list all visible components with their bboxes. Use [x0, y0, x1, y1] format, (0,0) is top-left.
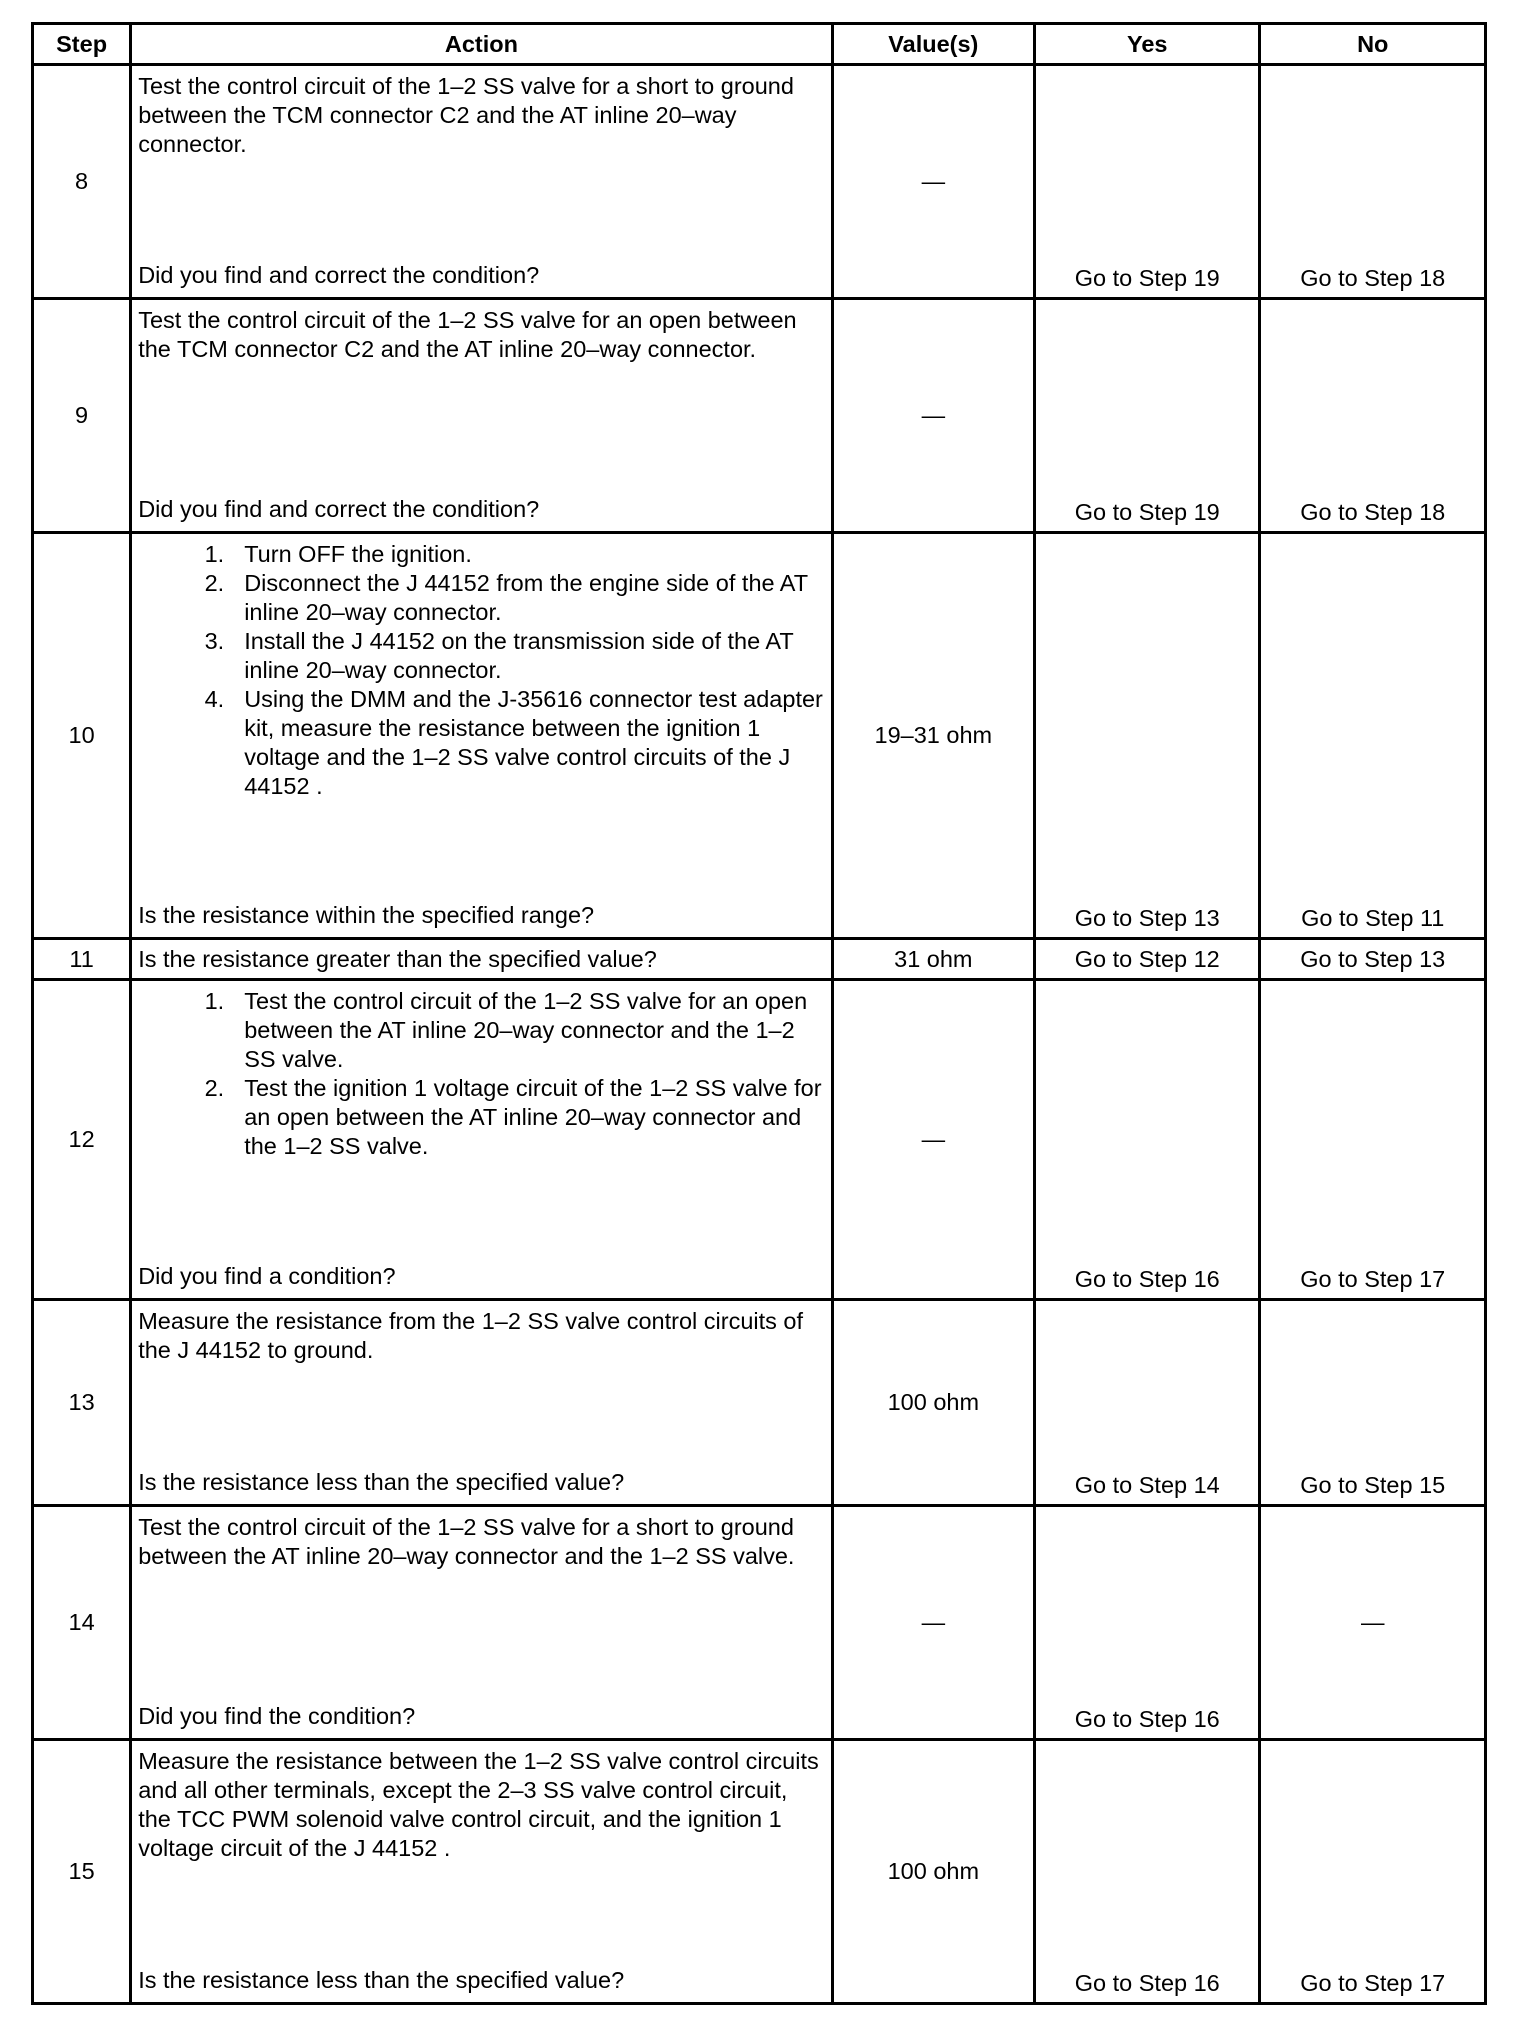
- value-cell: —: [832, 1506, 1034, 1740]
- action-cell: [131, 1740, 832, 2004]
- action-cell: [131, 533, 832, 939]
- list-item: 4. Using the DMM and the J-35616 connector test adapter kit, measure the resistance between the ignition 1 voltage and the 1–2 SS valve control circuits of the J 44152 .: [204, 686, 823, 799]
- action-text: Test the control circuit of the 1–2 SS valve for a short to ground between the AT inline 20–way connector and the 1–2 SS valve.: [138, 1514, 795, 1569]
- header-yes: Yes: [1035, 24, 1260, 65]
- table-row: [33, 1740, 1486, 2004]
- yes-cell: Go to Step 19: [1035, 299, 1260, 533]
- action-steps: [138, 987, 824, 1161]
- no-cell: Go to Step 17: [1260, 1740, 1486, 2004]
- step-number: 12: [33, 980, 131, 1300]
- action-question: Is the resistance less than the specified value?: [138, 1967, 625, 1993]
- action-question: Did you find a condition?: [138, 1263, 396, 1289]
- action-question: Did you find and correct the condition?: [138, 262, 540, 288]
- list-item: 1. Turn OFF the ignition.: [204, 541, 472, 567]
- action-question: Is the resistance less than the specified value?: [138, 1469, 625, 1495]
- action-cell: [131, 1300, 832, 1506]
- action-text: Test the control circuit of the 1–2 SS valve for an open between the TCM connector C2 and the AT inline 20–way connector.: [138, 307, 797, 362]
- list-item: 3. Install the J 44152 on the transmission side of the AT inline 20–way connector.: [204, 628, 794, 683]
- action-question: Is the resistance greater than the specified value?: [138, 945, 657, 972]
- action-text: Measure the resistance between the 1–2 SS valve control circuits and all other terminals, except the 2–3 SS valve control circuit, the TCC PWM solenoid valve control circuit, and the ignition 1 voltage circuit of the J 44152 .: [138, 1748, 819, 1861]
- list-item: 2. Disconnect the J 44152 from the engine side of the AT inline 20–way connector.: [204, 570, 808, 625]
- no-cell: Go to Step 13: [1260, 939, 1486, 980]
- action-question: Did you find and correct the condition?: [138, 496, 540, 522]
- yes-cell: Go to Step 13: [1035, 533, 1260, 939]
- list-item: 2. Test the ignition 1 voltage circuit of the 1–2 SS valve for an open between the AT inline 20–way connector and the 1–2 SS valve.: [204, 1075, 822, 1159]
- action-cell: [131, 939, 832, 980]
- yes-cell: Go to Step 14: [1035, 1300, 1260, 1506]
- value-cell: —: [832, 299, 1034, 533]
- header-no: No: [1260, 24, 1486, 65]
- value-cell: 100 ohm: [832, 1300, 1034, 1506]
- table-row: [33, 299, 1486, 533]
- yes-cell: Go to Step 16: [1035, 1740, 1260, 2004]
- table-row: [33, 1300, 1486, 1506]
- header-action: Action: [131, 24, 832, 65]
- action-cell: [131, 980, 832, 1300]
- action-cell: [131, 1506, 832, 1740]
- step-number: 8: [33, 65, 131, 299]
- action-steps: [138, 540, 824, 801]
- action-cell: [131, 65, 832, 299]
- action-question: Did you find the condition?: [138, 1703, 416, 1729]
- header-values: Value(s): [832, 24, 1034, 65]
- action-question: Is the resistance within the specified range?: [138, 902, 595, 928]
- action-text: Measure the resistance from the 1–2 SS valve control circuits of the J 44152 to ground.: [138, 1308, 804, 1363]
- table-row: [33, 65, 1486, 299]
- table-row: [33, 939, 1486, 980]
- step-number: 15: [33, 1740, 131, 2004]
- action-text: Test the control circuit of the 1–2 SS valve for a short to ground between the TCM connector C2 and the AT inline 20–way connector.: [138, 73, 794, 157]
- value-cell: —: [832, 65, 1034, 299]
- no-cell: —: [1260, 1506, 1486, 1740]
- table-row: [33, 980, 1486, 1300]
- yes-cell: Go to Step 16: [1035, 980, 1260, 1300]
- value-cell: —: [832, 980, 1034, 1300]
- value-cell: 100 ohm: [832, 1740, 1034, 2004]
- no-cell: Go to Step 18: [1260, 299, 1486, 533]
- value-cell: 19–31 ohm: [832, 533, 1034, 939]
- no-cell: Go to Step 17: [1260, 980, 1486, 1300]
- yes-cell: Go to Step 19: [1035, 65, 1260, 299]
- no-cell: Go to Step 18: [1260, 65, 1486, 299]
- no-cell: Go to Step 15: [1260, 1300, 1486, 1506]
- step-number: 11: [33, 939, 131, 980]
- step-number: 9: [33, 299, 131, 533]
- no-cell: Go to Step 11: [1260, 533, 1486, 939]
- step-number: 13: [33, 1300, 131, 1506]
- step-number: 14: [33, 1506, 131, 1740]
- table-row: [33, 1506, 1486, 1740]
- step-number: 10: [33, 533, 131, 939]
- diagnostic-table: [31, 22, 1487, 2005]
- yes-cell: Go to Step 16: [1035, 1506, 1260, 1740]
- header-row: [33, 24, 1486, 65]
- table-row: [33, 533, 1486, 939]
- header-step: Step: [33, 24, 131, 65]
- list-item: 1. Test the control circuit of the 1–2 SS valve for an open between the AT inline 20–way connector and the 1–2 SS valve.: [204, 988, 808, 1072]
- value-cell: 31 ohm: [832, 939, 1034, 980]
- yes-cell: Go to Step 12: [1035, 939, 1260, 980]
- action-cell: [131, 299, 832, 533]
